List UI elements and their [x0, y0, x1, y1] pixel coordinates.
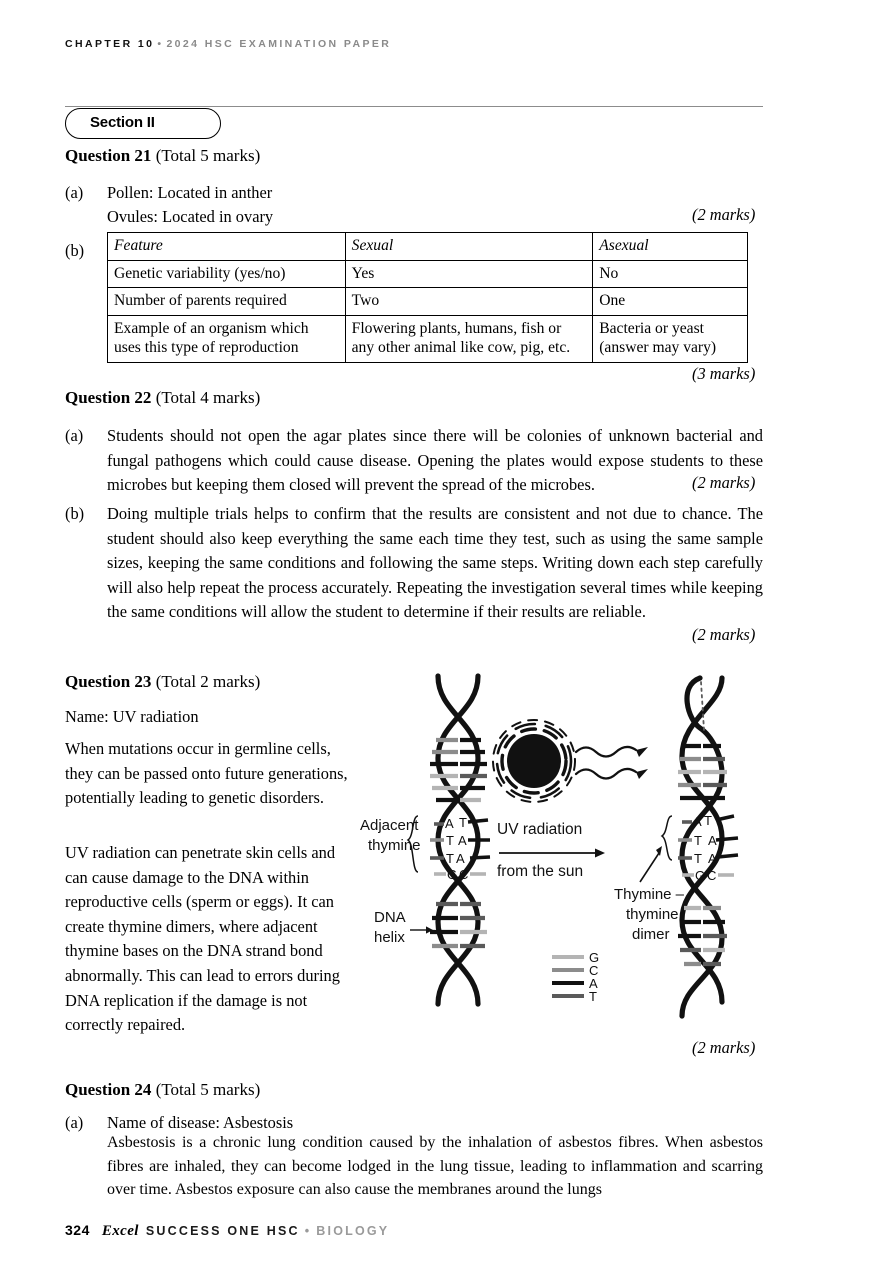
- question-24a-label: (a): [65, 1113, 84, 1132]
- question-22b-marks: (2 marks): [692, 625, 756, 644]
- base-letter: T: [694, 851, 702, 866]
- question-21-title: Question 21: [65, 146, 152, 165]
- running-head-separator: •: [157, 38, 164, 50]
- legend-label: G: [589, 950, 600, 965]
- footer-subject: BIOLOGY: [316, 1224, 390, 1238]
- base-colour-legend: [552, 950, 599, 1004]
- question-21b-marks: (3 marks): [692, 364, 756, 383]
- question-24-title: Question 24: [65, 1080, 152, 1099]
- base-letter: G: [695, 868, 706, 883]
- question-22a-label: (a): [65, 426, 84, 445]
- question-23-title: Question 23: [65, 672, 152, 691]
- section-badge-label: Section II: [90, 114, 155, 131]
- question-24-heading: [65, 1080, 260, 1100]
- dimer-label-line1: Thymine –: [614, 886, 685, 903]
- base-letter: G: [447, 867, 458, 882]
- dimer-pointer-arrow-icon: [640, 846, 662, 882]
- base-letter: A: [708, 833, 717, 848]
- base-letter: A: [708, 851, 717, 866]
- table-header-feature: Feature: [108, 233, 346, 261]
- section-divider: [65, 106, 763, 107]
- page-footer: [65, 1222, 389, 1240]
- table-cell: One: [593, 288, 748, 316]
- table-cell: Example of an organism which uses this type of reproduction: [108, 315, 346, 362]
- dimer-kink-dotted-line: [701, 682, 704, 730]
- legend-label: A: [589, 976, 598, 991]
- question-21-total: (Total 5 marks): [151, 146, 261, 165]
- table-cell: Number of parents required: [108, 288, 346, 316]
- dna-helix-arrow-icon: [410, 926, 433, 933]
- dimer-label-line3: dimer: [632, 926, 670, 943]
- table-cell: Two: [345, 288, 593, 316]
- question-22-heading: [65, 388, 260, 408]
- base-letter: A: [445, 816, 454, 831]
- legend-label: C: [589, 963, 599, 978]
- base-letter: T: [459, 815, 467, 830]
- running-head: [65, 38, 391, 50]
- base-letter: C: [459, 867, 469, 882]
- dna-helix-label-line2: helix: [374, 929, 405, 946]
- question-21b-label: (b): [65, 241, 85, 260]
- base-letter: T: [694, 833, 702, 848]
- question-21a-marks: (2 marks): [692, 205, 756, 224]
- footer-brand: Excel: [101, 1223, 139, 1239]
- table-header-row: [108, 233, 748, 261]
- table-cell: Yes: [345, 260, 593, 288]
- question-22-title: Question 22: [65, 388, 152, 407]
- footer-page-number: 324: [65, 1222, 90, 1238]
- running-head-title: 2024 HSC EXAMINATION PAPER: [166, 38, 392, 50]
- section-badge: [65, 108, 221, 139]
- question-23-paragraph-2: UV radiation can penetrate skin cells and can cause damage to the DNA within reproductive cells (sperm or eggs). It can create thymine dimers, where adjacent thymine bases on the DNA strand bond abnormally. This can lead to errors during DNA replication if the damage is not correctly repaired.: [65, 843, 340, 1035]
- base-letter: A: [456, 851, 465, 866]
- base-letter: T: [446, 851, 454, 866]
- question-22b-label: (b): [65, 504, 85, 523]
- table-row: [108, 288, 748, 316]
- question-21a-label: (a): [65, 183, 84, 202]
- question-21a-line1: Pollen: Located in anther: [107, 183, 273, 202]
- footer-separator: •: [304, 1224, 312, 1238]
- dimer-brace: [662, 816, 672, 860]
- question-22-total: (Total 4 marks): [151, 388, 261, 407]
- table-cell: Genetic variability (yes/no): [108, 260, 346, 288]
- question-23-name-line: Name: UV radiation: [65, 707, 199, 726]
- right-helix-base-letters: [693, 813, 717, 883]
- uv-radiation-label-line1: UV radiation: [497, 821, 583, 838]
- question-22b-text: Doing multiple trials helps to confirm that the results are consistent and not due to chance. The student should also keep everything the same each time they test, such as using the same sample sizes, keeping the same conditions and following the same steps. Writing down each step carefully will also help repeat the process accurately. Repeating the investigation several times while keeping the same conditions will allow the student to determine if their results are reliable.: [107, 504, 763, 622]
- base-letter: T: [704, 813, 712, 828]
- question-21a-line2: Ovules: Located in ovary: [107, 207, 274, 226]
- adjacent-thymine-label-line1: Adjacent: [360, 817, 419, 834]
- table-cell: No: [593, 260, 748, 288]
- table-header-asexual: Asexual: [593, 233, 748, 261]
- base-letter: A: [693, 814, 702, 829]
- adjacent-thymine-label-line2: thymine: [368, 837, 421, 854]
- base-letter: T: [446, 833, 454, 848]
- uv-ray-arrowheads: [636, 747, 648, 779]
- base-letter: C: [707, 868, 717, 883]
- legend-label: T: [589, 989, 597, 1004]
- left-helix-base-letters: [445, 815, 468, 882]
- uv-thymine-dimer-diagram: [360, 664, 770, 1024]
- uv-direction-arrow-icon: [499, 849, 605, 858]
- question-24-total: (Total 5 marks): [151, 1080, 261, 1099]
- question-21-heading: [65, 146, 260, 166]
- question-22a-marks: (2 marks): [692, 473, 756, 492]
- question-23-paragraph-1: When mutations occur in germline cells, they can be passed onto future generations, potentially leading to genetic disorders.: [65, 739, 348, 808]
- dimer-label-line2: thymine: [626, 906, 679, 923]
- question-24a-text: Asbestosis is a chronic lung condition caused by the inhalation of asbestos fibres. When asbestos fibres are inhaled, they can become lodged in the lung tissue, leading to inflammation and scarring over time. Asbestos exposure can also cause the membranes around the lungs: [107, 1134, 763, 1198]
- question-24a-line1: Name of disease: Asbestosis: [107, 1113, 294, 1132]
- table-row: [108, 260, 748, 288]
- question-22a-text: Students should not open the agar plates since there will be colonies of unknown bacterial and fungal pathogens which could cause disease. Opening the plates would expose students to these microbes but keeping them closed will prevent the spread of the microbes.: [107, 426, 763, 495]
- sun-icon: [493, 720, 575, 802]
- running-head-chapter: CHAPTER 10: [65, 38, 155, 50]
- question-23-marks: (2 marks): [692, 1038, 756, 1057]
- reproduction-comparison-table: [107, 232, 748, 363]
- dna-helix-label-line1: DNA: [374, 909, 406, 926]
- uv-radiation-label-line2: from the sun: [497, 863, 584, 880]
- table-header-sexual: Sexual: [345, 233, 593, 261]
- question-23-heading: [65, 672, 260, 692]
- question-23-total: (Total 2 marks): [151, 672, 261, 691]
- uv-ray-icon: [576, 747, 636, 779]
- table-cell: Bacteria or yeast (answer may vary): [593, 315, 748, 362]
- table-row: [108, 315, 748, 362]
- footer-series: SUCCESS ONE HSC: [145, 1224, 300, 1238]
- base-letter: A: [458, 833, 467, 848]
- table-cell: Flowering plants, humans, fish or any other animal like cow, pig, etc.: [345, 315, 593, 362]
